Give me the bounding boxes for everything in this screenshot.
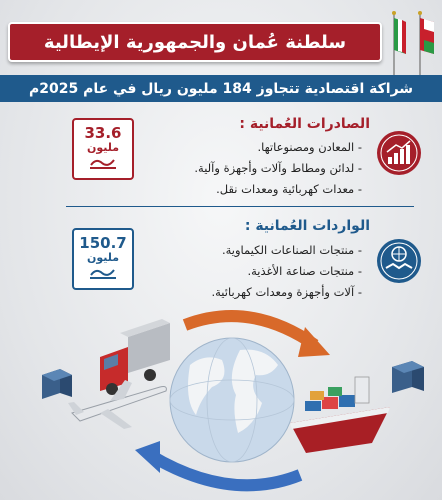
growth-chart-icon [376, 130, 422, 176]
global-handshake-icon [376, 238, 422, 284]
trade-illustration [0, 305, 442, 500]
cargo-ship-icon [290, 377, 390, 453]
exports-value: 33.6 [84, 124, 122, 142]
section-divider [66, 206, 414, 207]
imports-unit: مليون [86, 251, 120, 264]
imports-heading: الواردات العُمانية : [244, 218, 370, 234]
flags-icon [384, 8, 440, 80]
exports-unit: مليون [86, 141, 120, 154]
exports-item: - المعادن ومصنوعاتها. [257, 140, 362, 154]
imports-item: - آلات وأجهزة ومعدات كهربائية. [211, 285, 362, 299]
rial-currency-icon [88, 266, 118, 280]
exports-value-box [72, 118, 134, 180]
subtitle-banner: شراكة اقتصادية تتجاوز 184 مليون ريال في عام 2025م [0, 75, 442, 102]
italy-flag-icon [392, 11, 406, 78]
imports-value: 150.7 [79, 234, 127, 252]
imports-item: - منتجات صناعة الأغذية. [247, 264, 362, 278]
cargo-box-icon [392, 361, 424, 393]
globe-icon [170, 338, 294, 462]
imports-item: - منتجات الصناعات الكيماوية. [221, 243, 362, 257]
exports-item: - معدات كهربائية ومعدات نقل. [216, 182, 362, 196]
oman-flag-icon [418, 11, 434, 78]
truck-icon [100, 319, 170, 395]
page-title: سلطنة عُمان والجمهورية الإيطالية [8, 22, 382, 62]
cargo-box-icon [42, 369, 72, 399]
exports-item: - لدائن ومطاط وآلات وأجهزة وآلية. [194, 161, 362, 175]
imports-value-box [72, 228, 134, 290]
exports-heading: الصادرات العُمانية : [239, 116, 370, 132]
rial-currency-icon [88, 156, 118, 170]
